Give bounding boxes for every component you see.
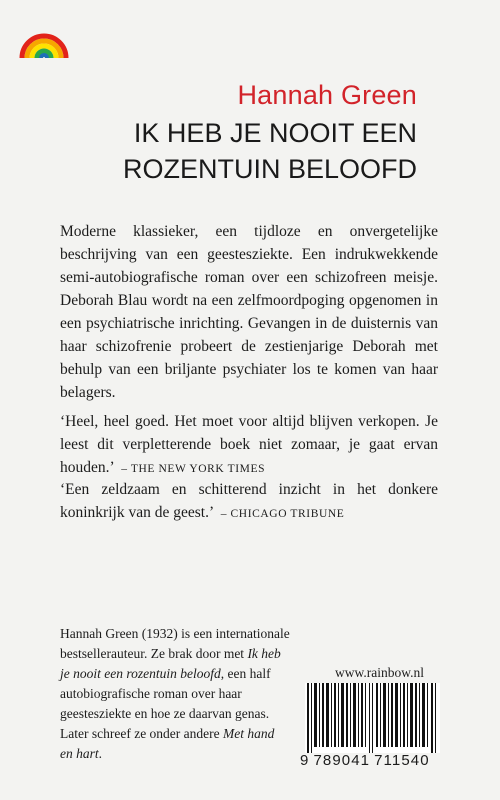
rainbow-logo-icon	[18, 18, 70, 58]
barcode-lead-digit: 9	[300, 752, 310, 769]
bio-text: , een half autobiografische roman over haar geestesziekte en hoe ze daarvan genas. Later schreef ze onder andere	[60, 666, 271, 741]
bio-text: Hannah Green (1932) is een internationale bestsellerauteur. Ze brak door met	[60, 626, 290, 661]
barcode-number	[300, 752, 448, 769]
quote-source: – THE NEW YORK TIMES	[121, 463, 266, 475]
quote-text: ‘Een zeldzaam en schitterend inzicht in het donkere koninkrijk van de geest.’	[60, 481, 438, 521]
review-quote-1	[60, 410, 438, 481]
review-quote-2	[60, 478, 438, 526]
barcode-icon	[305, 683, 440, 753]
barcode-group-2: 711540	[374, 752, 430, 769]
title-line-1: IK HEB JE NOOIT EEN	[133, 118, 417, 148]
author-name: Hannah Green	[237, 80, 417, 110]
bio-text: .	[98, 746, 102, 761]
barcode-group-1: 789041	[313, 752, 371, 769]
bio-book-title: Ik heb je nooit een rozentuin beloofd	[60, 646, 281, 681]
bio-book-title: Met hand en hart	[60, 726, 275, 761]
quote-source: – CHICAGO TRIBUNE	[220, 508, 345, 520]
publisher-website: www.rainbow.nl	[335, 665, 424, 680]
author-bio	[60, 624, 290, 764]
blurb-text: Moderne klassieker, een tijdloze en onvergetelijke beschrijving van een geestesziekte. Een indrukwekkende semi-autobiografische roman over een schizofreen meisje. Deborah Blau wordt na een zelfmoordpoging opgenomen in een psychiatrische inrichting. Gevangen in de duisternis van haar schizofrenie probeert de zestienjarige Deborah met behulp van een briljante psychiater los te komen van haar belagers.	[60, 223, 438, 401]
book-title	[0, 115, 500, 187]
title-line-2: ROZENTUIN BELOOFD	[122, 154, 417, 184]
quote-text: ‘Heel, heel goed. Het moet voor altijd blijven verkopen. Je leest dit verpletterende boek niet zomaar, je gaat ervan houden.’	[60, 413, 438, 476]
